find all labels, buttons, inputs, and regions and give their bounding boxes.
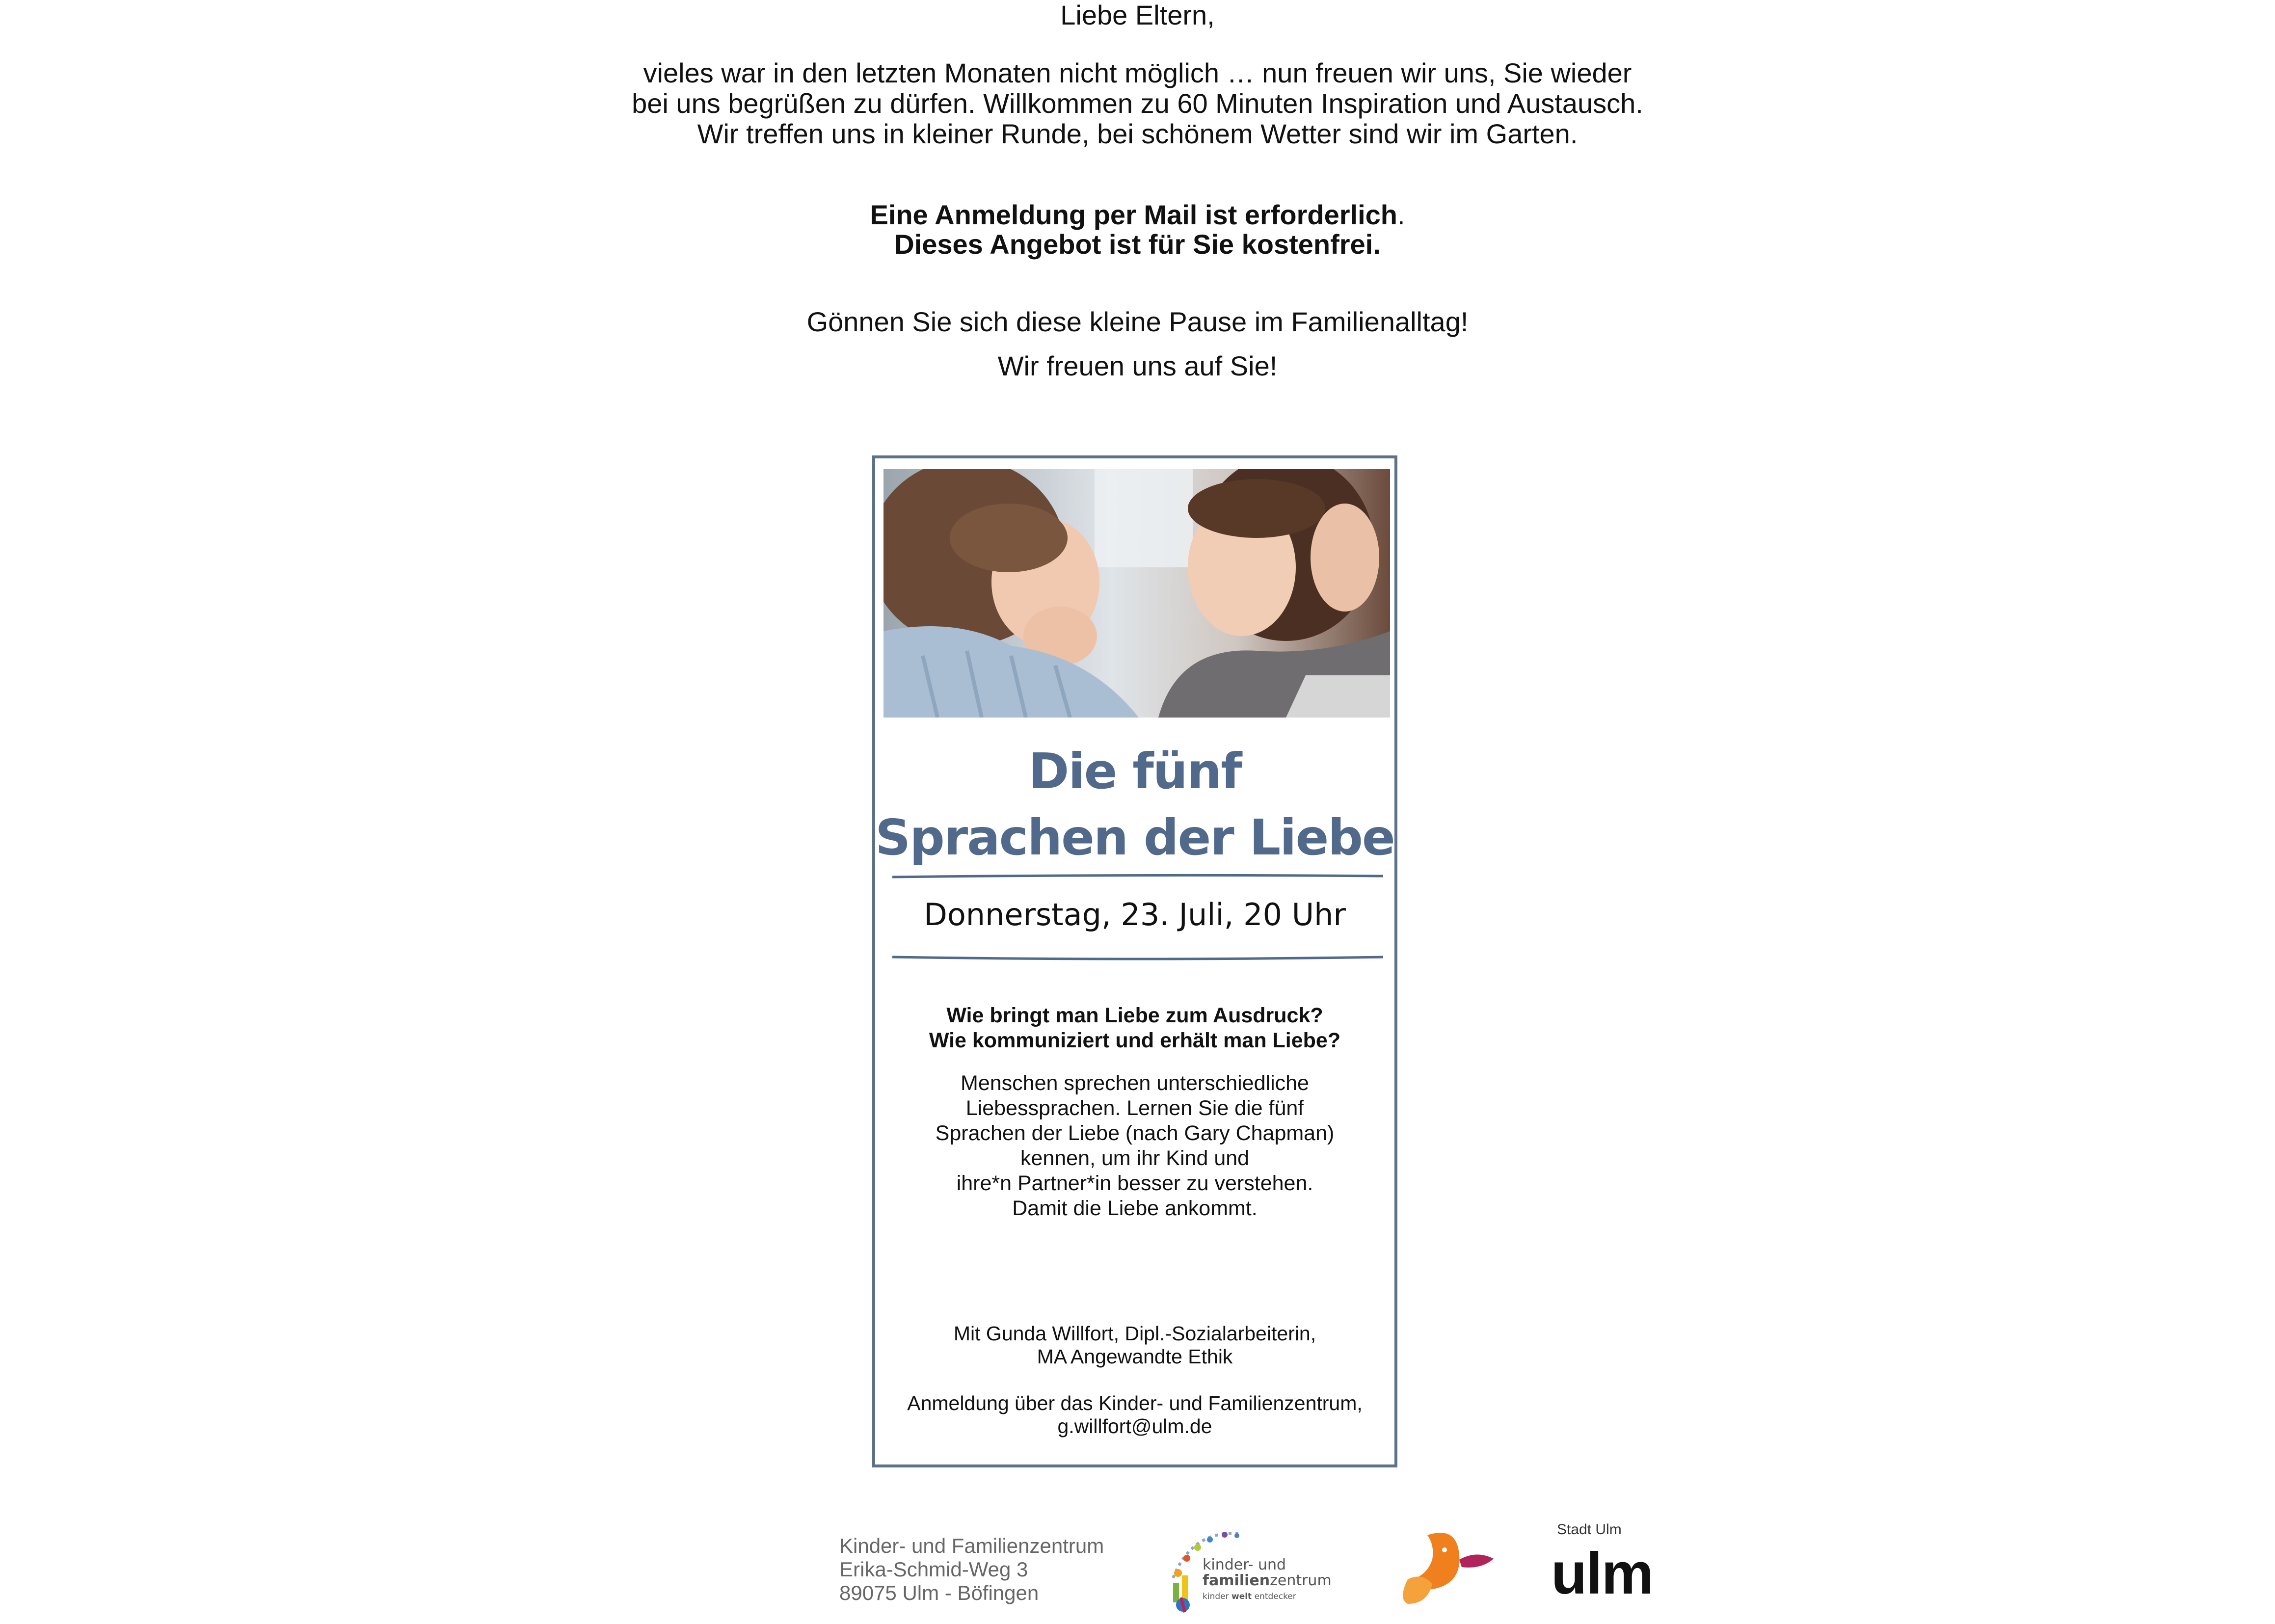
kfz-logo-tag-kinder: kinder (1203, 1592, 1231, 1601)
intro-line: vieles war in den letzten Monaten nicht möglich … nun freuen wir uns, Sie wieder (643, 57, 1632, 88)
speaker-line: Mit Gunda Willfort, Dipl.-Sozialarbeiterin, (953, 1322, 1316, 1345)
flyer-title-line: Die fünf (1028, 743, 1241, 800)
bottom-divider (892, 953, 1383, 963)
closing-line: Wir freuen uns auf Sie! (997, 350, 1278, 381)
description-line: Liebessprachen. Lernen Sie die fünf (965, 1096, 1304, 1120)
event-date: Donnerstag, 23. Juli, 20 Uhr (924, 897, 1346, 932)
flyer-title-line: Sprachen der Liebe (875, 809, 1394, 866)
kfz-logo-tag-welt: welt (1231, 1592, 1252, 1601)
bird-logo-icon (1398, 1525, 1496, 1609)
registration-note (0, 200, 2275, 230)
description-line: Menschen sprechen unterschiedliche (961, 1071, 1309, 1095)
stadt-ulm-wordmark: ulm (1551, 1541, 1653, 1606)
registration-period: . (1397, 199, 1405, 230)
free-of-charge: Dieses Angebot ist für Sie kostenfrei. (894, 229, 1381, 260)
bird-logo (1398, 1525, 1496, 1609)
intro-line: Wir treffen uns in kleiner Runde, bei schönem Wetter sind wir im Garten. (697, 118, 1578, 149)
registration-required: Eine Anmeldung per Mail ist erforderlich (870, 199, 1397, 230)
pause-line: Gönnen Sie sich diese kleine Pause im Familienalltag! (806, 306, 1469, 337)
registration-line: Anmeldung über das Kinder- und Familienzentrum, (907, 1392, 1363, 1414)
stadt-ulm-logo (1551, 1521, 1659, 1620)
kfz-logo-text (1203, 1557, 1332, 1604)
flyer-title (875, 738, 1394, 871)
greeting: Liebe Eltern, (1060, 0, 1215, 30)
intro-paragraph (0, 58, 2275, 149)
event-flyer (872, 455, 1397, 1467)
kfz-logo-zentrum: zentrum (1270, 1572, 1332, 1589)
intro-line: bei uns begrüßen zu dürfen. Willkommen zu 60 Minuten Inspiration und Austausch. (632, 88, 1643, 119)
question-line: Wie kommuniziert und erhält man Liebe? (929, 1029, 1341, 1052)
flyer-questions (875, 1003, 1394, 1053)
address-line: 89075 Ulm - Böfingen (839, 1581, 1039, 1604)
flyer-speaker (875, 1322, 1394, 1368)
speaker-line: MA Angewandte Ethik (1037, 1345, 1233, 1368)
description-line: Damit die Liebe ankommt. (1012, 1197, 1258, 1220)
kinder-familienzentrum-logo (1163, 1519, 1332, 1617)
flyer-registration (875, 1392, 1394, 1438)
kfz-logo-line1: kinder- und (1203, 1556, 1286, 1573)
description-line: kennen, um ihr Kind und (1020, 1146, 1250, 1170)
kfz-logo-tag-entdecker: entdecker (1252, 1592, 1296, 1601)
photo-illustration (883, 469, 1390, 718)
description-line: ihre*n Partner*in besser zu verstehen. (956, 1171, 1313, 1195)
address-line: Erika-Schmid-Weg 3 (839, 1558, 1028, 1581)
flyer-description (875, 1071, 1394, 1221)
description-line: Sprachen der Liebe (nach Gary Chapman) (935, 1121, 1335, 1145)
question-line: Wie bringt man Liebe zum Ausdruck? (946, 1004, 1323, 1027)
kfz-logo-familien: familien (1203, 1572, 1270, 1589)
mother-daughter-photo (883, 469, 1390, 718)
stadt-ulm-small: Stadt Ulm (1557, 1521, 1622, 1538)
footer-address (839, 1534, 1104, 1605)
address-line: Kinder- und Familienzentrum (839, 1534, 1104, 1557)
top-divider (892, 872, 1383, 882)
registration-email[interactable]: g.willfort@ulm.de (1057, 1415, 1212, 1438)
